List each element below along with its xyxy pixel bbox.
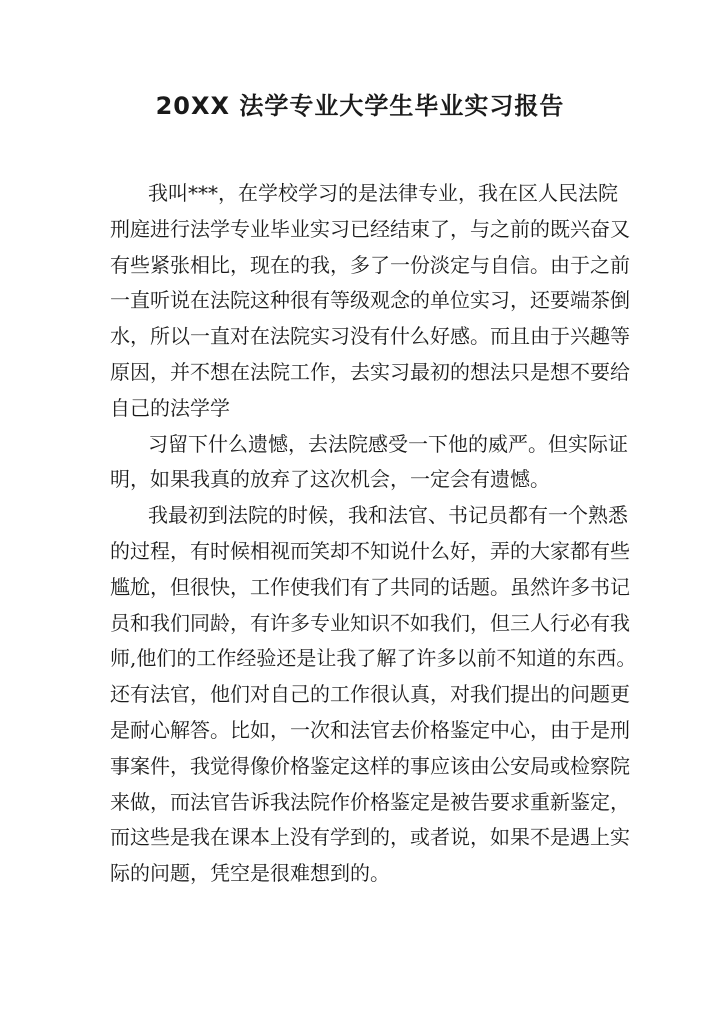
text-line: 习留下什么遗憾，去法院感受一下他的威严。但实际证 xyxy=(148,431,628,456)
text-line: 有些紧张相比，现在的我，多了一份淡定与自信。由于之前 xyxy=(110,252,630,277)
text-line: 际的问题，凭空是很难想到的。 xyxy=(110,861,390,886)
text-line: 一直听说在法院这种很有等级观念的单位实习，还要端茶倒 xyxy=(110,288,630,313)
text-line: 事案件，我觉得像价格鉴定这样的事应该由公安局或检察院 xyxy=(110,753,630,778)
paragraph-3 xyxy=(110,498,637,892)
text-line: 员和我们同龄，有许多专业知识不如我们，但三人行必有我 xyxy=(110,610,630,635)
document-title: 20XX 法学专业大学生毕业实习报告 xyxy=(155,92,565,120)
text-line: 师,他们的工作经验还是让我了解了许多以前不知道的东西。 xyxy=(110,646,637,671)
text-line: 我最初到法院的时候，我和法官、书记员都有一个熟悉 xyxy=(148,503,628,528)
text-line: 是耐心解答。比如，一次和法官去价格鉴定中心，由于是刑 xyxy=(110,717,630,742)
text-line: 明，如果我真的放弃了这次机会，一定会有遗憾。 xyxy=(110,467,550,492)
text-line: 的过程，有时候相视而笑却不知说什么好，弄的大家都有些 xyxy=(110,538,630,563)
text-line: 还有法官，他们对自己的工作很认真，对我们提出的问题更 xyxy=(110,682,630,707)
document-body xyxy=(110,176,637,892)
text-line: 自己的法学学 xyxy=(110,395,230,420)
text-line: 刑庭进行法学专业毕业实习已经结束了，与之前的既兴奋又 xyxy=(110,216,630,241)
text-line: 而这些是我在课本上没有学到的，或者说，如果不是遇上实 xyxy=(110,825,630,850)
text-line: 尴尬，但很快，工作使我们有了共同的话题。虽然许多书记 xyxy=(110,574,630,599)
text-line: 原因，并不想在法院工作，去实习最初的想法只是想不要给 xyxy=(110,359,630,384)
paragraph-1 xyxy=(110,176,630,427)
text-line: 水，所以一直对在法院实习没有什么好感。而且由于兴趣等 xyxy=(110,324,630,349)
text-line: 我叫***，在学校学习的是法律专业，我在区人民法院 xyxy=(148,181,618,205)
text-line: 来做，而法官告诉我法院作价格鉴定是被告要求重新鉴定， xyxy=(110,789,630,814)
paragraph-2 xyxy=(110,427,628,499)
